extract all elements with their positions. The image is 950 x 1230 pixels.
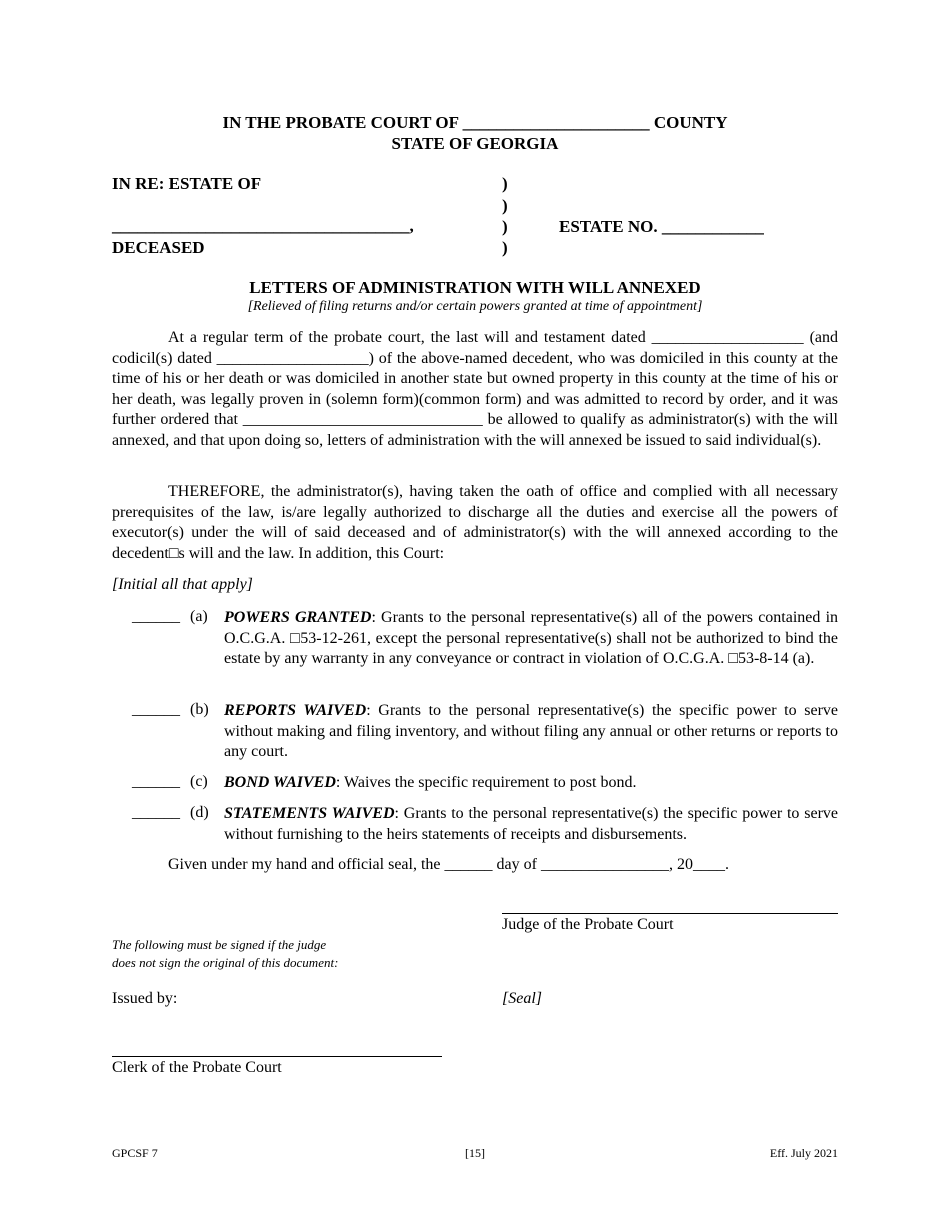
in-re-label: IN RE: ESTATE OF xyxy=(112,174,262,193)
document-title: LETTERS OF ADMINISTRATION WITH WILL ANNEXED xyxy=(249,278,701,297)
footer-effective-date: Eff. July 2021 xyxy=(769,1146,838,1160)
clerk-signature-line xyxy=(112,1056,442,1057)
initial-instruction: [Initial all that apply] xyxy=(112,576,253,593)
item-body: : Grants to the personal representative(s) all of the powers contained in O.C.G.A. □53-12-261, except the personal representative(s) shall not be authorized to bind the estate by any warranty in any conveyance or contract in violation of O.C.G.A. □53-8-14 (a). xyxy=(224,609,839,668)
signature-note-line-1: The following must be signed if the judge xyxy=(112,937,327,952)
item-bond-waived xyxy=(224,773,838,794)
issued-by-label: Issued by: xyxy=(112,990,178,1007)
footer-page-number: [15] xyxy=(465,1146,485,1160)
initial-blank-b: ______ xyxy=(132,701,180,718)
item-heading: REPORTS WAIVED xyxy=(224,702,367,719)
item-heading: BOND WAIVED xyxy=(224,774,336,791)
judge-signature-line xyxy=(502,913,838,914)
initial-blank-a: ______ xyxy=(132,608,180,625)
court-heading: IN THE PROBATE COURT OF ______________________ COUNTY xyxy=(222,113,728,132)
footer-form-id: GPCSF 7 xyxy=(112,1146,158,1160)
paragraph-will-proven: At a regular term of the probate court, the last will and testament dated ___________________ (and codicil(s) dated ___________________) of the above-named decedent, who was domiciled in this county at the time of his or her death or was domiciled in another state but owned property in this county at the time of his or her death, was legally proven in (solemn form)(common form) and was admitted to record by order, and it was further ordered that ______________________________ be allowed to qualify as administrator(s) with the will annexed, and that upon doing so, letters of administration with the will annexed be issued to said individual(s). xyxy=(112,329,838,449)
seal-placeholder: [Seal] xyxy=(502,990,542,1007)
item-letter-b: (b) xyxy=(190,701,209,718)
item-reports-waived xyxy=(224,701,838,763)
paragraph-therefore: THEREFORE, the administrator(s), having taken the oath of office and complied with all necessary prerequisites of the law, is/are legally authorized to discharge all the duties and exercise all the powers of executor(s) under the will of said deceased and of administrator(s) with the will annexed according to the decedent□s will and the law. In addition, this Court: xyxy=(112,483,838,562)
caption-paren: ) xyxy=(502,238,508,257)
signature-note-line-2: does not sign the original of this document: xyxy=(112,955,339,970)
caption-paren: ) xyxy=(502,217,508,236)
caption-paren: ) xyxy=(502,174,508,193)
caption-paren: ) xyxy=(502,196,508,215)
item-heading: STATEMENTS WAIVED xyxy=(224,805,395,822)
item-body: : Waives the specific requirement to post bond. xyxy=(335,774,637,791)
state-heading: STATE OF GEORGIA xyxy=(391,134,559,153)
item-statements-waived xyxy=(224,804,838,845)
item-body: : Grants to the personal representative(s) the specific power to serve without furnishing to the heirs statements of receipts and disbursements. xyxy=(224,805,839,843)
item-powers-granted xyxy=(224,608,838,670)
item-letter-c: (c) xyxy=(190,773,208,790)
clerk-signature-label: Clerk of the Probate Court xyxy=(112,1059,282,1076)
item-letter-a: (a) xyxy=(190,608,208,625)
judge-signature-label: Judge of the Probate Court xyxy=(502,916,674,933)
item-heading: POWERS GRANTED xyxy=(224,609,372,626)
document-subtitle: [Relieved of filing returns and/or certain powers granted at time of appointment] xyxy=(247,299,703,314)
decedent-name-line: ___________________________________, xyxy=(112,216,414,235)
item-letter-d: (d) xyxy=(190,804,209,821)
initial-blank-c: ______ xyxy=(132,773,180,790)
deceased-label: DECEASED xyxy=(112,238,205,257)
given-under-hand: Given under my hand and official seal, the ______ day of ________________, 20____. xyxy=(168,856,729,873)
item-body: : Grants to the personal representative(s) the specific power to serve without making and filing inventory, and without filing any annual or other returns or reports to any court. xyxy=(224,702,838,761)
estate-number: ESTATE NO. ____________ xyxy=(559,217,764,236)
initial-blank-d: ______ xyxy=(132,804,180,821)
